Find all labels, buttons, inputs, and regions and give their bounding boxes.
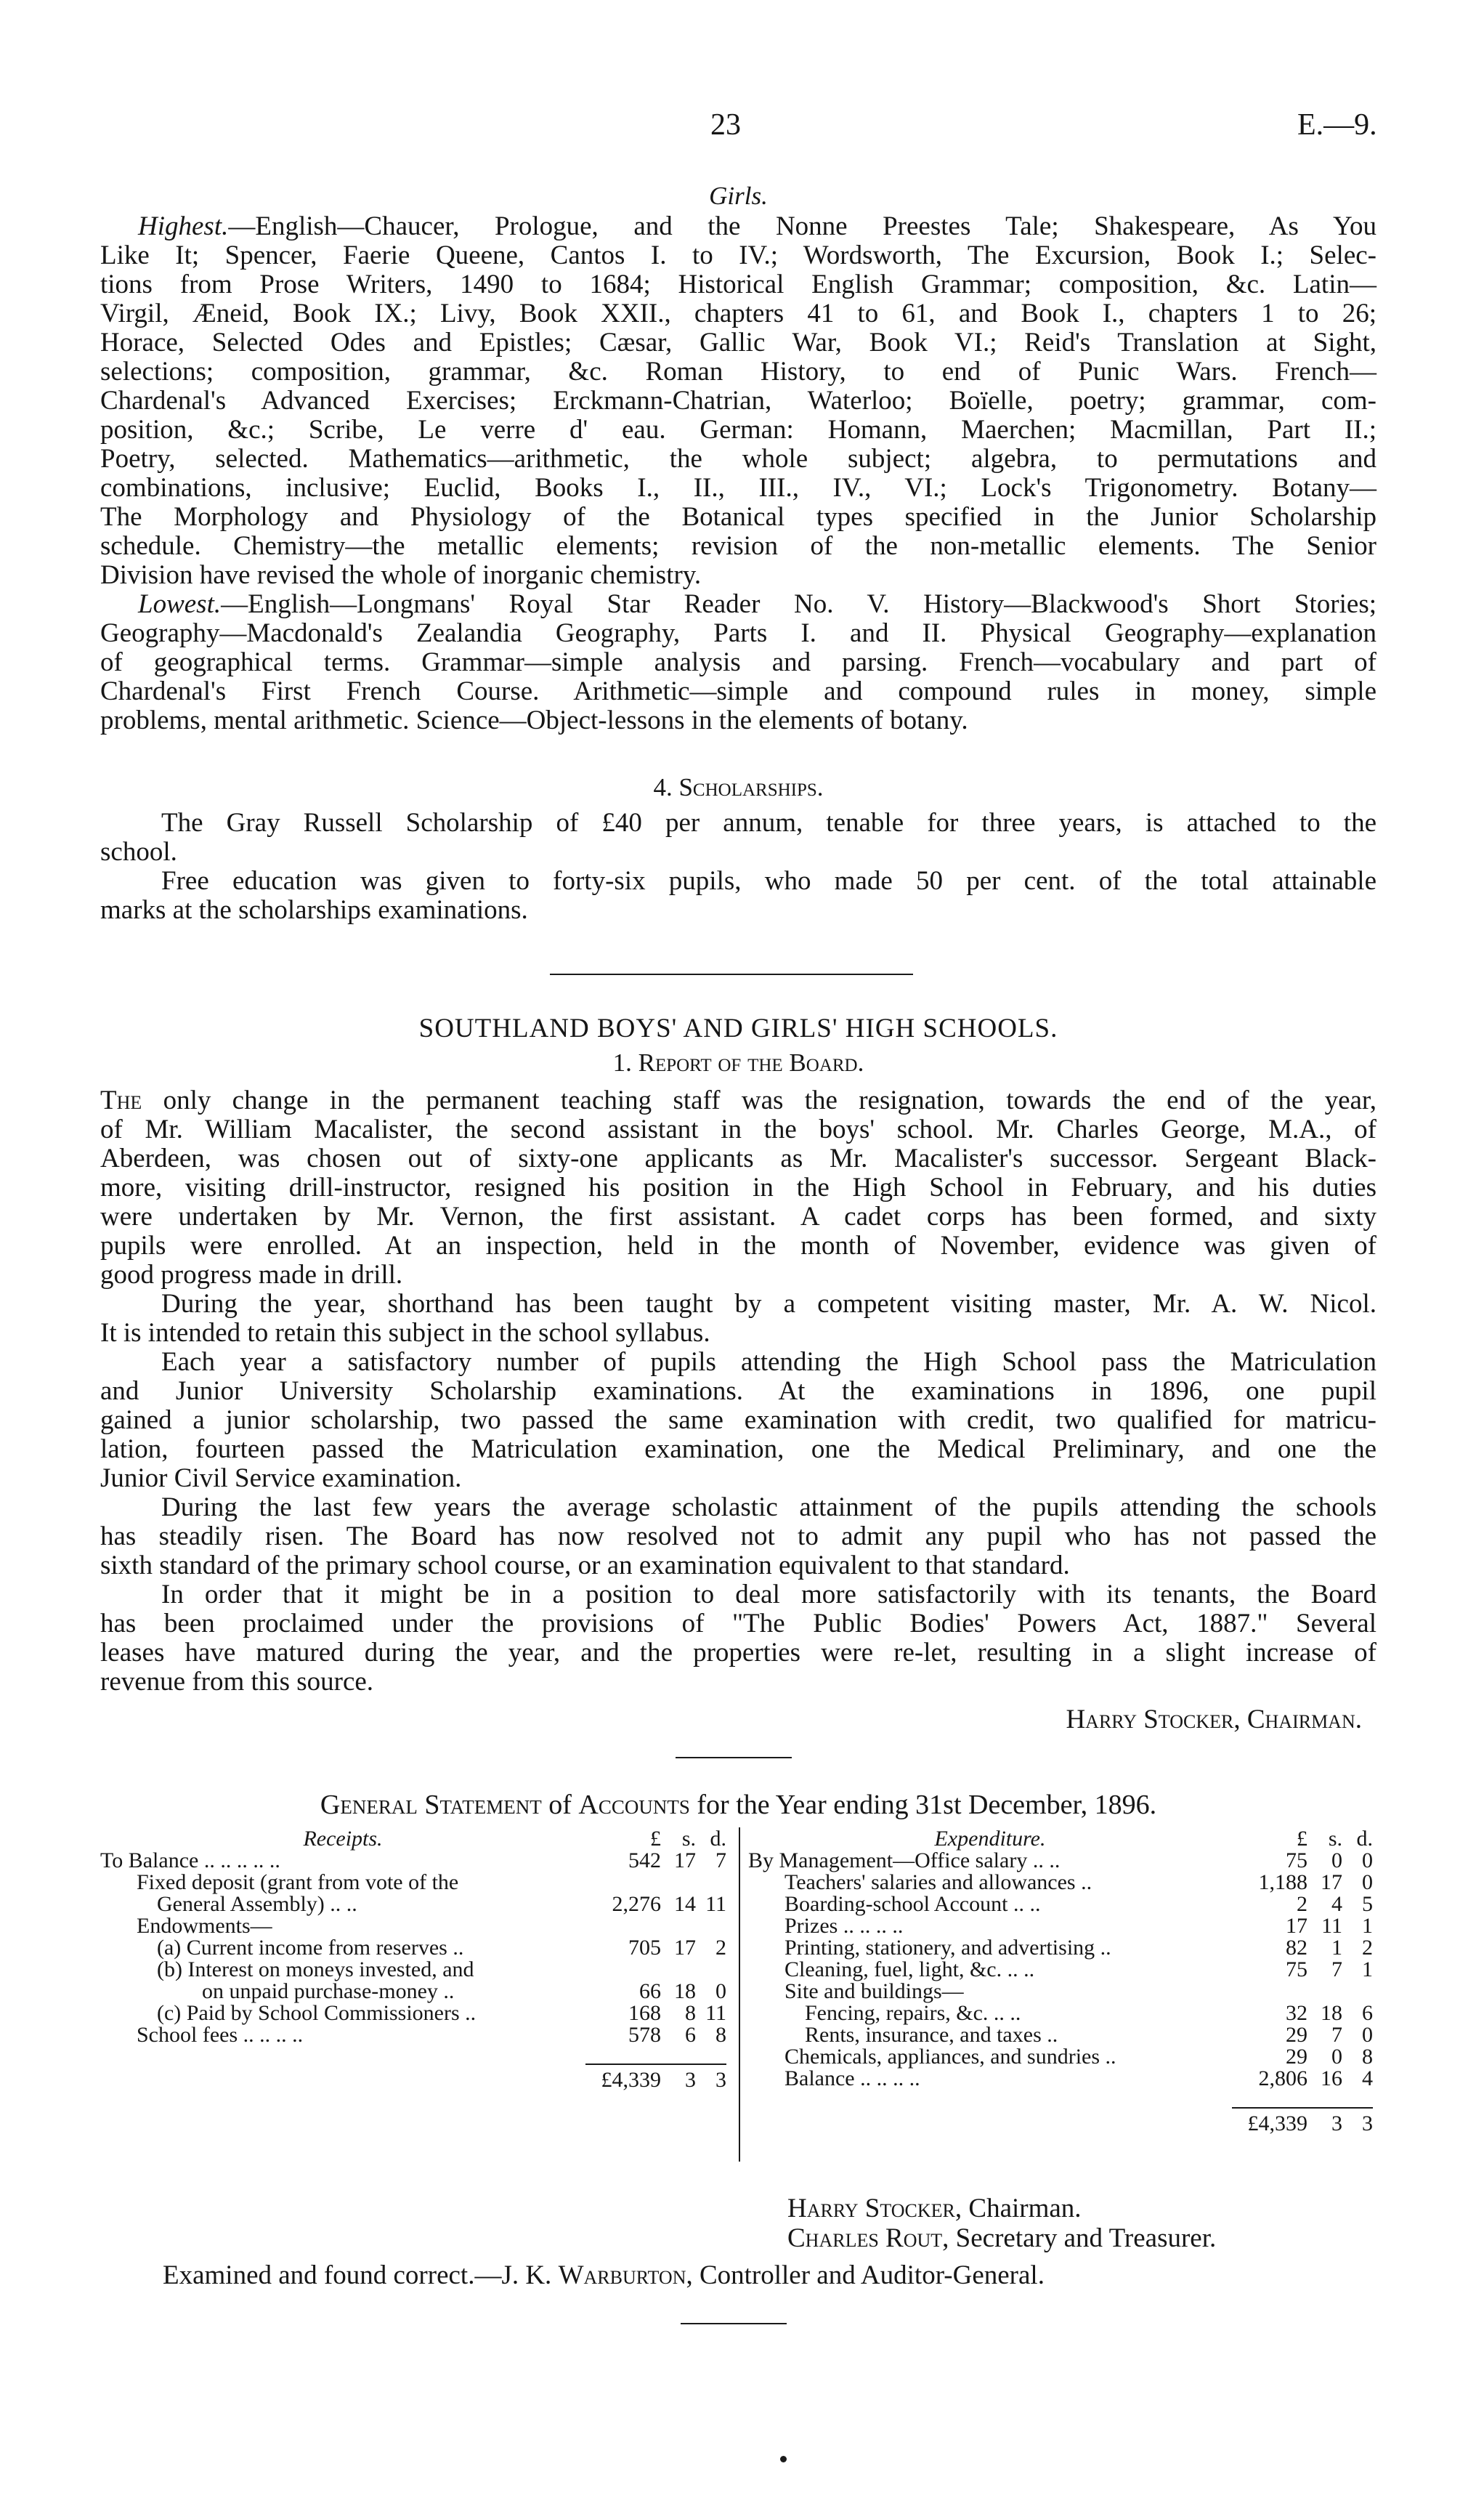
spacer-row [100,2046,726,2064]
pounds-value: 17 [1286,1914,1307,1938]
pence-heading: d. [710,1827,726,1851]
spacer-row [748,2090,1373,2108]
pence-value: 1 [1362,1914,1373,1938]
page-number: 23 [710,108,741,142]
text-line: Chardenal's First French Course. Arithmetic—simple and compound rules in money, simple [100,676,1376,706]
total-pounds: £4,339 [585,2064,661,2091]
text-line: more, visiting drill-instructor, resigned his position in the High School in February, and his duties [100,1173,1376,1203]
chairman-signature: Harry Stocker, Chairman. [1066,1705,1362,1734]
signatory-role: , Secretary and Treasurer. [942,2223,1217,2253]
row-label: Balance .. .. .. .. [784,2066,920,2090]
signatory-role: , Chairman. [954,2194,1082,2223]
text-line: good progress made in drill. [100,1260,403,1290]
text-line: has been proclaimed under the provisions of "The Public Bodies' Powers Act, 1887." Several [100,1609,1376,1638]
text-line: During the year, shorthand has been taught by a competent visiting master, Mr. A. W. Nicol. [161,1289,1376,1319]
shillings-value: 14 [674,1892,696,1916]
expenditure-body [748,1828,1373,2135]
total-row [748,2108,1373,2135]
accounts-title-part: Accounts [578,1790,690,1820]
table-row [748,2024,1373,2046]
table-row [100,2002,726,2024]
text-line: The Gray Russell Scholarship of £40 per annum, tenable for three years, is attached to the [161,808,1376,838]
text-line: In order that it might be in a position to deal more satisfactorily with its tenants, the Board [161,1580,1376,1609]
text-line: lation, fourteen passed the Matriculation examination, one the Medical Preliminary, and one the [100,1434,1376,1464]
report-heading: 1. Report of the Board. [612,1048,864,1077]
receipts-body [100,1828,726,2091]
pence-value: 0 [715,1979,726,2003]
pounds-heading: £ [1297,1827,1307,1851]
lowest-label: Lowest. [138,589,222,619]
shillings-value [1307,1981,1342,2002]
table-row [748,1937,1373,1959]
total-shillings: 3 [1307,2108,1342,2135]
table-row [748,1893,1373,1915]
text-line: Chardenal's Advanced Exercises; Erckmann-Chatrian, Waterloo; Boïelle, poetry; grammar, com- [100,386,1376,416]
table-row [100,1872,726,1893]
text-line: Geography—Macdonald's Zealandia Geography, Parts I. and II. Physical Geography—explanation [100,618,1376,648]
text-line: Each year a satisfactory number of pupils attending the High School pass the Matriculation [161,1347,1376,1377]
pounds-heading: £ [650,1827,661,1851]
section-divider [550,974,913,975]
text-line: combinations, inclusive; Euclid, Books I., II., III., IV., VI.; Lock's Trigonometry. Botany— [100,473,1376,503]
spacer-cell [748,2090,1373,2108]
pence-value: 0 [1362,1870,1373,1894]
shillings-value [661,1872,696,1893]
accounts-column-divider [739,1827,740,2162]
text-line: position, &c.; Scribe, Le verre d' eau. German: Homann, Maerchen; Macmillan, Part II.; [100,415,1376,445]
shillings-value [661,1915,696,1937]
shillings-value: 0 [1331,1848,1342,1872]
row-label: Prizes .. .. .. .. [784,1914,904,1938]
expenditure-table [748,1828,1373,2135]
row-label: Rents, insurance, and taxes .. [805,2023,1058,2047]
shillings-value: 17 [674,1936,696,1960]
text-line: were undertaken by Mr. Vernon, the first assistant. A cadet corps has been formed, and sixty [100,1202,1376,1232]
shillings-value: 18 [674,1979,696,2003]
text-line: leases have matured during the year, and the properties were re-let, resulting in a slight increase of [100,1638,1376,1668]
text-line: marks at the scholarships examinations. [100,895,528,925]
row-label: (c) Paid by School Commissioners .. [157,2001,477,2025]
text-line: Aberdeen, was chosen out of sixty-one applicants as Mr. Macalister's successor. Sergeant Black- [100,1144,1376,1173]
shillings-value: 17 [1321,1870,1342,1894]
signatory-line [787,2194,1216,2223]
signatory-line [787,2223,1216,2253]
pence-value: 11 [705,2001,726,2025]
row-label: (a) Current income from reserves .. [157,1936,464,1960]
text-line: Horace, Selected Odes and Epistles; Cæsar, Gallic War, Book VI.; Reid's Translation at Sight, [100,328,1376,357]
text-line: and Junior University Scholarship examinations. At the examinations in 1896, one pupil [100,1376,1376,1406]
table-row [748,2068,1373,2090]
row-label: Teachers' salaries and allowances .. [784,1870,1092,1894]
text-line [100,212,1376,241]
row-label: Cleaning, fuel, light, &c. .. .. [784,1957,1035,1981]
text-line: has steadily risen. The Board has now resolved not to admit any pupil who has not passed the [100,1521,1376,1551]
text-line: It is intended to retain this subject in the school syllabus. [100,1318,710,1348]
pounds-value: 2,806 [1258,2066,1307,2090]
pence-value: 11 [705,1892,726,1916]
table-row [748,1981,1373,2002]
pounds-value: 542 [628,1848,661,1872]
shillings-value: 16 [1321,2066,1342,2090]
text-line: Junior Civil Service examination. [100,1463,462,1493]
scholarships-heading: 4. Scholarships. [653,773,824,801]
pence-value: 6 [1362,2001,1373,2025]
shillings-value: 7 [1331,1957,1342,1981]
table-row [100,1893,726,1915]
auditor-name: Warburton [558,2260,686,2290]
pence-value: 5 [1362,1892,1373,1916]
shillings-heading: s. [681,1827,696,1851]
accounts-title-part: for the Year ending 31st December, 1896. [689,1790,1157,1820]
table-row [100,1850,726,1872]
table-row [748,2002,1373,2024]
total-pence: 3 [1342,2108,1373,2135]
column-heading: Receipts. [303,1827,383,1851]
text-line: pupils were enrolled. At an inspection, held in the month of November, evidence was given of [100,1231,1376,1261]
shillings-heading: s. [1328,1827,1342,1851]
spacer-cell [100,2046,726,2064]
pounds-value: 75 [1286,1848,1307,1872]
highest-line-0: —English—Chaucer, Prologue, and the Nonne Preestes Tale; Shakespeare, As You [228,211,1376,241]
girls-heading: Girls. [709,182,768,210]
table-row [100,1959,726,1981]
accounts-title-part: General Statement [320,1790,542,1820]
accounts-signatories [787,2194,1216,2253]
table-header-row [100,1828,726,1850]
signatory-name: Harry Stocker [787,2194,955,2223]
pounds-value: 75 [1286,1957,1307,1981]
row-label: on unpaid purchase-money .. [202,1979,455,2003]
row-label: (b) Interest on moneys invested, and [157,1957,474,1981]
total-label-cell [100,2064,585,2091]
row-label: General Assembly) .. .. [157,1892,357,1916]
text-line [100,590,1376,619]
shillings-value: 0 [1331,2045,1342,2069]
text-line: tions from Prose Writers, 1490 to 1684; Historical English Grammar; composition, &c. Latin— [100,270,1376,299]
pence-value: 8 [715,2023,726,2047]
row-label: Endowments— [137,1914,272,1938]
audit-text: Examined and found correct.—J. K. [163,2260,559,2290]
pence-value: 7 [715,1848,726,1872]
audit-text: , Controller and Auditor-General. [686,2260,1045,2290]
text-line: During the last few years the average scholastic attainment of the pupils attending the schools [161,1492,1376,1522]
audit-statement [163,2260,1045,2291]
table-row [748,1959,1373,1981]
text-line [100,1086,1376,1115]
row-label: Fencing, repairs, &c. .. .. [805,2001,1021,2025]
text-line: Division have revised the whole of inorganic chemistry. [100,560,702,590]
text-line: gained a junior scholarship, two passed the same examination with credit, two qualified for matricu- [100,1405,1376,1435]
pence-value: 0 [1362,2023,1373,2047]
pounds-value [585,1959,661,1981]
lowest-line-0: —English—Longmans' Royal Star Reader No. V. History—Blackwood's Short Stories; [221,589,1376,619]
section-divider [676,1757,792,1758]
shillings-value: 1 [1331,1936,1342,1960]
shillings-value: 4 [1331,1892,1342,1916]
accounts-title [100,1789,1376,1821]
report-lead-word: The [100,1086,142,1115]
shillings-value: 8 [685,2001,696,2025]
text-line: Free education was given to forty-six pupils, who made 50 per cent. of the total attainable [161,866,1376,896]
pounds-value: 2,276 [612,1892,661,1916]
pence-heading: d. [1356,1827,1373,1851]
pounds-value: 32 [1286,2001,1307,2025]
table-row [748,1850,1373,1872]
pounds-value [1232,1981,1307,2002]
text-line: schedule. Chemistry—the metallic elements; revision of the non-metallic elements. The Senior [100,531,1376,561]
shillings-value: 7 [1331,2023,1342,2047]
total-shillings: 3 [661,2064,696,2091]
text-line: revenue from this source. [100,1667,374,1697]
pounds-value: 66 [639,1979,661,2003]
section-divider [681,2323,787,2324]
pence-value: 2 [715,1936,726,1960]
pence-value: 1 [1362,1957,1373,1981]
pounds-value [585,1915,661,1937]
row-label: Site and buildings— [784,1979,964,2003]
report-line-0: only change in the permanent teaching staff was the resignation, towards the end of the year, [142,1086,1376,1115]
shillings-value: 11 [1321,1914,1342,1938]
pence-value [1342,1981,1373,2002]
text-line: of geographical terms. Grammar—simple analysis and parsing. French—vocabulary and part of [100,647,1376,677]
pence-value: 2 [1362,1936,1373,1960]
table-row [748,1872,1373,1893]
column-heading: Expenditure. [934,1827,1046,1851]
text-line: selections; composition, grammar, &c. Roman History, to end of Punic Wars. French— [100,357,1376,387]
shillings-value [661,1959,696,1981]
row-label: Boarding-school Account .. .. [784,1892,1041,1916]
pence-value: 8 [1362,2045,1373,2069]
pence-value: 4 [1362,2066,1373,2090]
ornament-dot [780,2456,787,2462]
table-header-row [748,1828,1373,1850]
table-row [100,2024,726,2046]
text-line: school. [100,837,177,867]
total-row [100,2064,726,2091]
total-pounds: £4,339 [1232,2108,1307,2135]
pence-value [696,1872,726,1893]
pounds-value: 29 [1286,2023,1307,2047]
total-label-cell [748,2108,1232,2135]
text-line: problems, mental arithmetic. Science—Object-lessons in the elements of botany. [100,706,968,735]
text-line: Virgil, Æneid, Book IX.; Livy, Book XXII., chapters 41 to 61, and Book I., chapters 1 to 26; [100,299,1376,328]
table-row [748,2046,1373,2068]
row-label: School fees .. .. .. .. [137,2023,304,2047]
row-label: Chemicals, appliances, and sundries .. [784,2045,1116,2069]
row-label: Printing, stationery, and advertising .. [784,1936,1111,1960]
text-line: sixth standard of the primary school course, or an examination equivalent to that standard. [100,1551,1070,1580]
pounds-value: 2 [1297,1892,1307,1916]
table-row [748,1915,1373,1937]
row-label: Fixed deposit (grant from vote of the [137,1870,459,1894]
table-row [100,1981,726,2002]
pounds-value: 578 [628,2023,661,2047]
text-line: Like It; Spencer, Faerie Queene, Cantos I. to IV.; Wordsworth, The Excursion, Book I.; Selec- [100,241,1376,270]
total-pence: 3 [696,2064,726,2091]
pounds-value: 82 [1286,1936,1307,1960]
table-row [100,1937,726,1959]
pence-value: 0 [1362,1848,1373,1872]
shillings-value: 18 [1321,2001,1342,2025]
pounds-value: 705 [628,1936,661,1960]
pounds-value [585,1872,661,1893]
table-row [100,1915,726,1937]
text-line: Poetry, selected. Mathematics—arithmetic, the whole subject; algebra, to permutations and [100,444,1376,474]
receipts-table [100,1828,726,2091]
shillings-value: 17 [674,1848,696,1872]
pounds-value: 168 [628,2001,661,2025]
text-line: of Mr. William Macalister, the second assistant in the boys' school. Mr. Charles George, M.A., of [100,1115,1376,1144]
pounds-value: 1,188 [1258,1870,1307,1894]
row-label: To Balance .. .. .. .. .. [100,1848,280,1872]
accounts-title-part: of [541,1790,579,1820]
text-line: The Morphology and Physiology of the Botanical types specified in the Junior Scholarship [100,502,1376,532]
highest-label: Highest. [138,211,229,241]
pounds-value: 29 [1286,2045,1307,2069]
row-label: By Management—Office salary .. .. [748,1848,1061,1872]
series-number: E.—9. [1297,108,1377,142]
shillings-value: 6 [685,2023,696,2047]
pence-value [696,1959,726,1981]
pence-value [696,1915,726,1937]
southland-title: SOUTHLAND BOYS' AND GIRLS' HIGH SCHOOLS. [418,1014,1058,1043]
signatory-name: Charles Rout [787,2223,943,2253]
